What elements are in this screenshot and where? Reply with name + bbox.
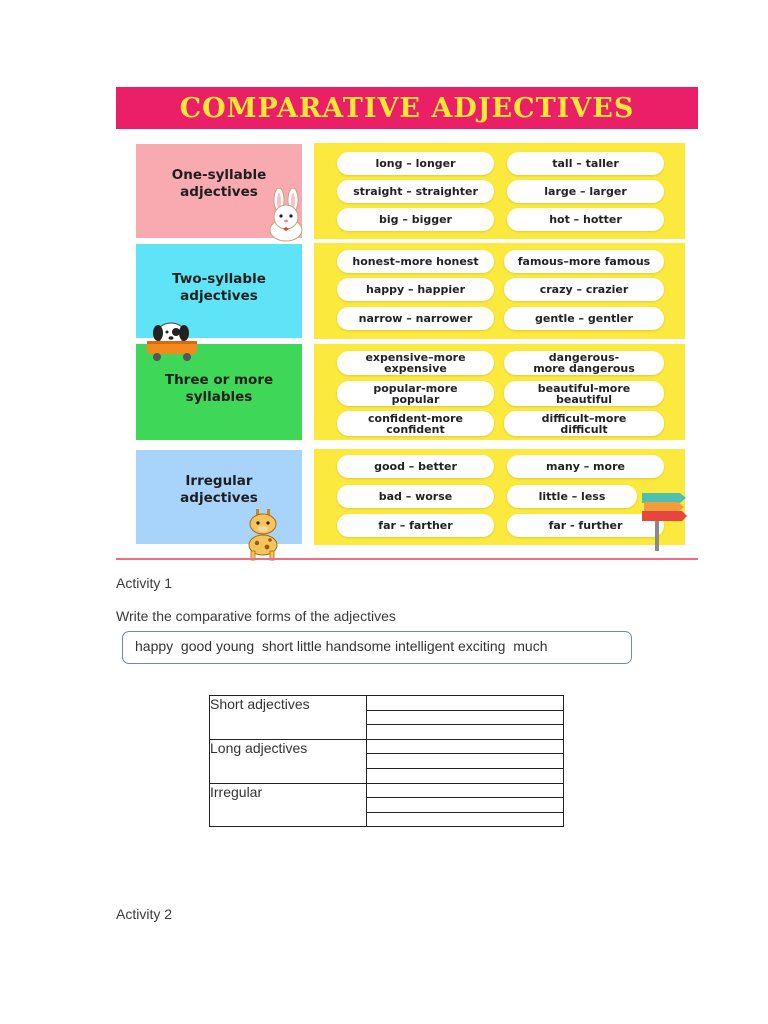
answer-table xyxy=(209,695,564,827)
example-pill xyxy=(337,411,494,436)
category-label-line2: adjectives xyxy=(180,288,258,304)
category-label-line2: adjectives xyxy=(180,184,258,200)
example-pill xyxy=(504,411,664,436)
example-pill: good – better xyxy=(337,455,494,478)
answer-cell[interactable] xyxy=(367,739,564,754)
pill-line: beautiful xyxy=(555,392,612,406)
pill-line: difficult xyxy=(560,422,608,436)
example-pill: large – larger xyxy=(507,180,664,203)
pill-line: expensive xyxy=(384,362,447,375)
pill-line: confident xyxy=(386,422,445,436)
answer-cell[interactable] xyxy=(367,798,564,813)
answer-cell[interactable] xyxy=(367,812,564,827)
pill-line: popular xyxy=(391,392,440,406)
example-pill: hot – hotter xyxy=(507,208,664,231)
poster-title-banner xyxy=(116,87,698,129)
category-label-line1: Three or more xyxy=(164,372,274,388)
example-pill: little – less xyxy=(507,485,637,508)
category-label-line1: Two-syllable xyxy=(172,271,266,287)
example-pill: famous–more famous xyxy=(504,250,664,273)
table-row xyxy=(210,783,564,798)
pill-line: confident-more xyxy=(368,411,463,425)
answer-cell[interactable] xyxy=(367,725,564,740)
category-label-line1: One-syllable xyxy=(171,167,267,183)
word-bank-box xyxy=(122,631,632,664)
category-label-line2: adjectives xyxy=(180,490,258,506)
example-pill: far – farther xyxy=(337,514,494,537)
pill-line: expensive–more xyxy=(365,351,466,364)
example-pill: crazy – crazier xyxy=(504,278,664,301)
section-divider xyxy=(116,558,698,560)
example-pill: tall – taller xyxy=(507,152,664,175)
example-pill: narrow – narrower xyxy=(337,307,494,330)
example-pill: big – bigger xyxy=(337,208,494,231)
example-pill: happy – happier xyxy=(337,278,494,301)
activity1-instruction: Write the comparative forms of the adjectives xyxy=(116,608,396,624)
answer-cell[interactable] xyxy=(367,768,564,783)
bunny-icon xyxy=(262,188,310,242)
example-pill: long – longer xyxy=(337,152,494,175)
pill-line: dangerous- xyxy=(548,351,620,364)
example-pill xyxy=(504,351,664,375)
example-pill: gentle – gentler xyxy=(504,307,664,330)
example-pill: far - further xyxy=(507,514,664,537)
puppy-in-cart-icon xyxy=(143,322,201,362)
giraffe-icon xyxy=(236,507,292,561)
example-pill: straight – straighter xyxy=(337,180,494,203)
row-label-short: Short adjectives xyxy=(210,696,367,740)
activity2-heading: Activity 2 xyxy=(116,906,173,922)
table-row xyxy=(210,696,564,711)
example-pill: bad – worse xyxy=(337,485,494,508)
category-label-line1: Irregular xyxy=(185,473,253,489)
pill-line: popular-more xyxy=(373,381,458,395)
row-label-irregular: Irregular xyxy=(210,783,367,827)
word-bank-text: happy good young short little handsome intelligent exciting much xyxy=(135,638,548,654)
answer-cell[interactable] xyxy=(367,754,564,769)
answer-cell[interactable] xyxy=(367,710,564,725)
category-label-line2: syllables xyxy=(185,389,253,405)
signpost-icon xyxy=(640,489,688,553)
answer-cell[interactable] xyxy=(367,696,564,711)
pill-line: difficult–more xyxy=(541,411,627,425)
table-row xyxy=(210,739,564,754)
activity1-heading: Activity 1 xyxy=(116,575,173,591)
row-label-long: Long adjectives xyxy=(210,739,367,783)
example-pill xyxy=(337,351,494,375)
pill-line: beautiful-more xyxy=(537,381,631,395)
example-pill: honest–more honest xyxy=(337,250,494,273)
poster-title: COMPARATIVE ADJECTIVES xyxy=(179,92,635,124)
example-pill: many – more xyxy=(507,455,664,478)
example-pill xyxy=(337,381,494,406)
answer-cell[interactable] xyxy=(367,783,564,798)
pill-line: more dangerous xyxy=(533,362,635,375)
example-pill xyxy=(504,381,664,406)
